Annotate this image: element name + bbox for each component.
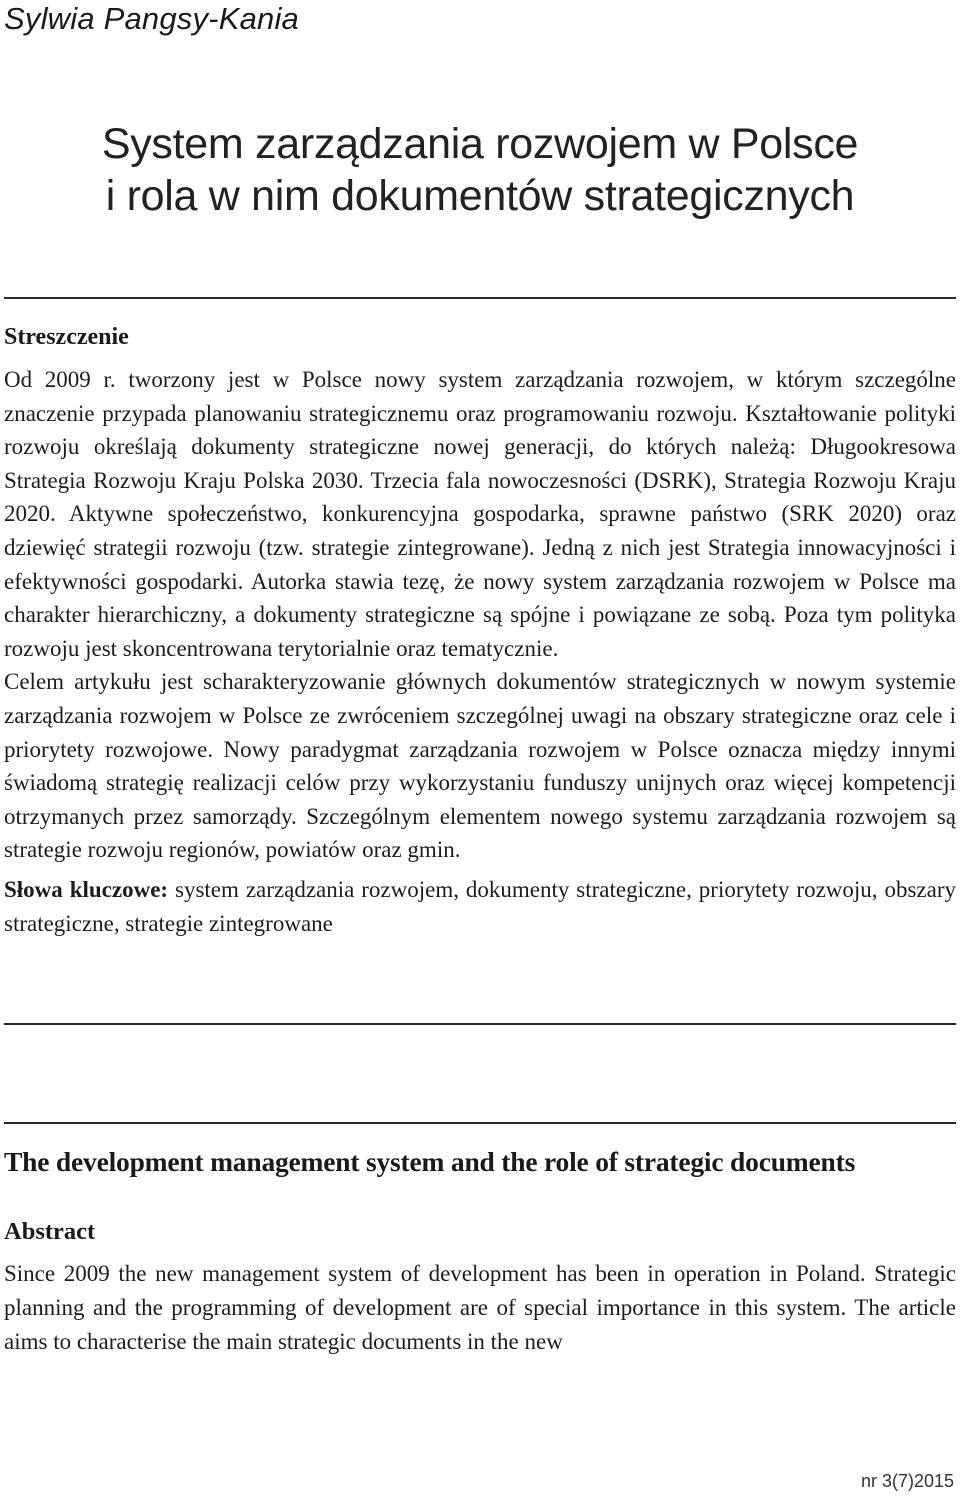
abstract-paragraph-1: Od 2009 r. tworzony jest w Polsce nowy system zarządzania rozwojem, w którym szczególne znaczenie przypada planowaniu strategicznemu oraz programowaniu rozwoju. Kształtowanie polityki rozwoju określają dokumenty strategiczne nowej generacji, do których należą: Długookresowa Strategia Rozwoju Kraju Polska 2030. Trzecia fala nowoczesności (DSRK), Strategia Rozwoju Kraju 2020. Aktywne społeczeństwo, konkurencyjna gospodarka, sprawne państwo (SRK 2020) oraz dziewięć strategii rozwoju (tzw. strategie zintegrowane). Jedną z nich jest Strategia innowacyjności i efektywności gospodarki. Autorka stawia tezę, że nowy system zarządzania rozwojem w Polsce ma charakter hierarchiczny, a dokumenty strategiczne są spójne i powiązane ze sobą. Poza tym polityka rozwoju jest skoncentrowana terytorialnie oraz tematycznie. <box>4 367 956 661</box>
rule-top <box>4 297 956 299</box>
keywords <box>4 873 956 940</box>
abstract-body-pl <box>4 363 956 940</box>
abstract-paragraph-2: Celem artykułu jest scharakteryzowanie głównych dokumentów strategicznych w nowym systemie zarządzania rozwojem w Polsce ze zwróceniem szczególnej uwagi na obszary strategiczne oraz cele i priorytety rozwojowe. Nowy paradygmat zarządzania rozwojem w Polsce oznacza między innymi świadomą strategię realizacji celów przy wykorzystaniu funduszy unijnych oraz więcej kompetencji otrzymanych przez samorządy. Szczególnym elementem nowego systemu zarządzania rozwojem są strategie rozwoju regionów, powiatów oraz gmin. <box>4 669 956 863</box>
title-line-2: i rola w nim dokumentów strategicznych <box>105 172 855 220</box>
rule-middle <box>4 1023 956 1025</box>
keywords-list: system zarządzania rozwojem, dokumenty strategiczne, priorytety rozwoju, obszary strategiczne, strategie zintegrowane <box>4 876 956 936</box>
title-line-1: System zarządzania rozwojem w Polsce <box>101 120 859 168</box>
abstract-heading-en: Abstract <box>4 1218 96 1245</box>
issue-number: nr 3(7)2015 <box>860 1471 954 1491</box>
abstract-en-paragraph: Since 2009 the new management system of development has been in operation in Poland. Strategic planning and the programming of development are of special importance in this system. The article aims to characterise the main strategic documents in the new <box>4 1261 956 1354</box>
rule-english <box>4 1122 956 1124</box>
english-title: The development management system and the role of strategic documents <box>4 1146 856 1177</box>
keywords-label: Słowa kluczowe: <box>4 876 169 902</box>
author-name: Sylwia Pangsy-Kania <box>4 1 300 36</box>
article-title <box>0 118 960 222</box>
abstract-heading-pl: Streszczenie <box>4 324 129 350</box>
abstract-body-en <box>4 1257 956 1359</box>
